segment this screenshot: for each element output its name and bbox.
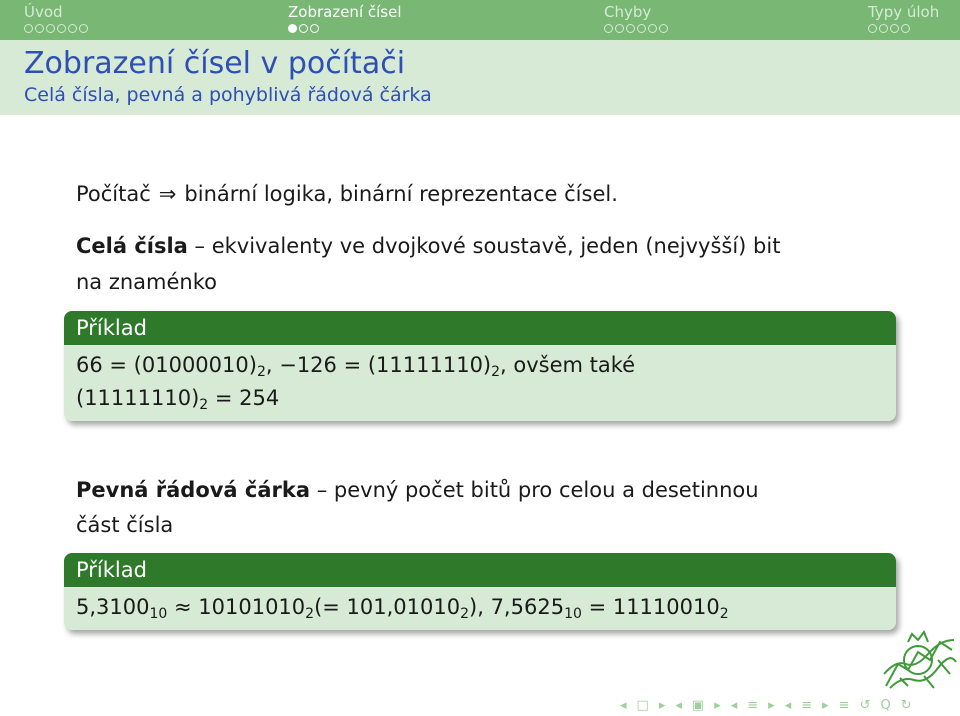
example-block-fixed-point xyxy=(64,553,896,630)
nav-dot[interactable] xyxy=(868,24,877,33)
example-body xyxy=(64,345,896,421)
nav-dots xyxy=(288,24,319,33)
integers-term: Celá čísla xyxy=(76,234,188,258)
math-subscript: 2 xyxy=(256,364,266,380)
fixed-point-text: pevný počet bitů pro celou a desetinnou xyxy=(333,478,759,502)
example-line xyxy=(76,591,884,624)
back-icon[interactable]: ↺ xyxy=(859,697,871,713)
nav-dot[interactable] xyxy=(79,24,88,33)
dash: – xyxy=(310,478,334,502)
math-subscript: 10 xyxy=(564,606,582,622)
next-slide-icon[interactable]: ▸ xyxy=(658,697,666,713)
prev-slide-icon[interactable]: ◂ xyxy=(620,697,627,713)
frame-icon[interactable]: ▣ xyxy=(691,697,705,713)
nav-dot[interactable] xyxy=(57,24,66,33)
implies-icon: ⇒ xyxy=(158,182,177,206)
nav-section-label[interactable]: Úvod xyxy=(24,3,63,21)
slide-navigation-controls xyxy=(620,695,912,715)
forward-icon[interactable]: ↻ xyxy=(900,697,912,713)
intro-line xyxy=(76,176,618,212)
next-frame-icon[interactable]: ▸ xyxy=(714,697,721,713)
nav-dot[interactable] xyxy=(604,24,613,33)
dash: – xyxy=(187,234,212,258)
example-heading: Příklad xyxy=(64,553,896,587)
nav-dot[interactable] xyxy=(24,24,33,33)
university-logo-icon xyxy=(878,630,960,692)
math-subscript: 2 xyxy=(460,606,470,622)
nav-dot-current[interactable] xyxy=(288,24,297,33)
integers-definition xyxy=(76,228,780,264)
navigation-bar xyxy=(0,0,960,40)
section-icon[interactable]: ≡ xyxy=(801,697,813,713)
frame-subtitle: Celá čísla, pevná a pohyblivá řádová čárka xyxy=(24,84,432,106)
math-text: , −126 = (11111110) xyxy=(265,353,492,377)
nav-section-label[interactable]: Chyby xyxy=(604,3,652,21)
nav-dot[interactable] xyxy=(637,24,646,33)
fixed-point-definition xyxy=(76,472,759,508)
prev-frame-icon[interactable]: ◂ xyxy=(675,697,682,713)
next-subsection-icon[interactable]: ▸ xyxy=(768,697,775,713)
example-heading: Příklad xyxy=(64,311,896,345)
next-section-icon[interactable]: ▸ xyxy=(822,697,829,713)
fixed-point-definition-cont: část čísla xyxy=(76,513,174,537)
nav-section-label[interactable]: Zobrazení čísel xyxy=(288,3,402,21)
subsection-icon[interactable]: ≡ xyxy=(747,697,759,713)
math-subscript: 2 xyxy=(305,606,315,622)
example-block-integers xyxy=(64,311,896,421)
math-text: 66 = (01000010) xyxy=(76,353,257,377)
slide-icon[interactable]: □ xyxy=(636,697,649,713)
math-subscript: 2 xyxy=(491,364,501,380)
intro-term: Počítač xyxy=(76,182,151,206)
nav-dot[interactable] xyxy=(299,24,308,33)
fixed-point-term: Pevná řádová čárka xyxy=(76,478,311,502)
math-subscript: 10 xyxy=(149,606,168,622)
nav-dots xyxy=(24,24,88,33)
nav-dot[interactable] xyxy=(35,24,44,33)
nav-dots xyxy=(868,24,910,33)
nav-dot[interactable] xyxy=(68,24,77,33)
nav-dot[interactable] xyxy=(615,24,624,33)
nav-dots xyxy=(604,24,668,33)
nav-dot[interactable] xyxy=(648,24,657,33)
math-text: (= 101,01010 xyxy=(314,595,461,619)
example-line xyxy=(76,382,884,415)
example-body xyxy=(64,587,896,630)
nav-dot[interactable] xyxy=(879,24,888,33)
math-text: 5,3100 xyxy=(76,595,150,619)
frame-title: Zobrazení čísel v počítači xyxy=(24,46,406,81)
prev-subsection-icon[interactable]: ◂ xyxy=(730,697,738,713)
math-subscript: 2 xyxy=(719,606,729,622)
nav-dot[interactable] xyxy=(901,24,910,33)
math-text: = 11110010 xyxy=(581,595,720,619)
nav-dot[interactable] xyxy=(890,24,899,33)
prev-section-icon[interactable]: ◂ xyxy=(784,697,792,713)
math-text: , ovšem také xyxy=(500,353,636,377)
document-icon[interactable]: ≡ xyxy=(838,697,850,713)
integers-definition-cont: na znaménko xyxy=(76,270,218,294)
nav-dot[interactable] xyxy=(626,24,635,33)
math-text: (11111110) xyxy=(76,386,200,410)
math-text: ), 7,5625 xyxy=(469,595,565,619)
intro-text: binární logika, binární reprezentace čísel. xyxy=(184,182,618,206)
nav-dot[interactable] xyxy=(46,24,55,33)
integers-text: ekvivalenty ve dvojkové soustavě, jeden (nejvyšší) bit xyxy=(211,234,781,258)
nav-dot[interactable] xyxy=(659,24,668,33)
example-line xyxy=(76,349,884,382)
math-text: ≈ 10101010 xyxy=(167,595,306,619)
math-text: = 254 xyxy=(208,386,280,410)
nav-section-label[interactable]: Typy úloh xyxy=(868,3,940,21)
math-subscript: 2 xyxy=(199,397,209,413)
nav-dot[interactable] xyxy=(310,24,319,33)
search-icon[interactable]: Q xyxy=(880,697,891,713)
